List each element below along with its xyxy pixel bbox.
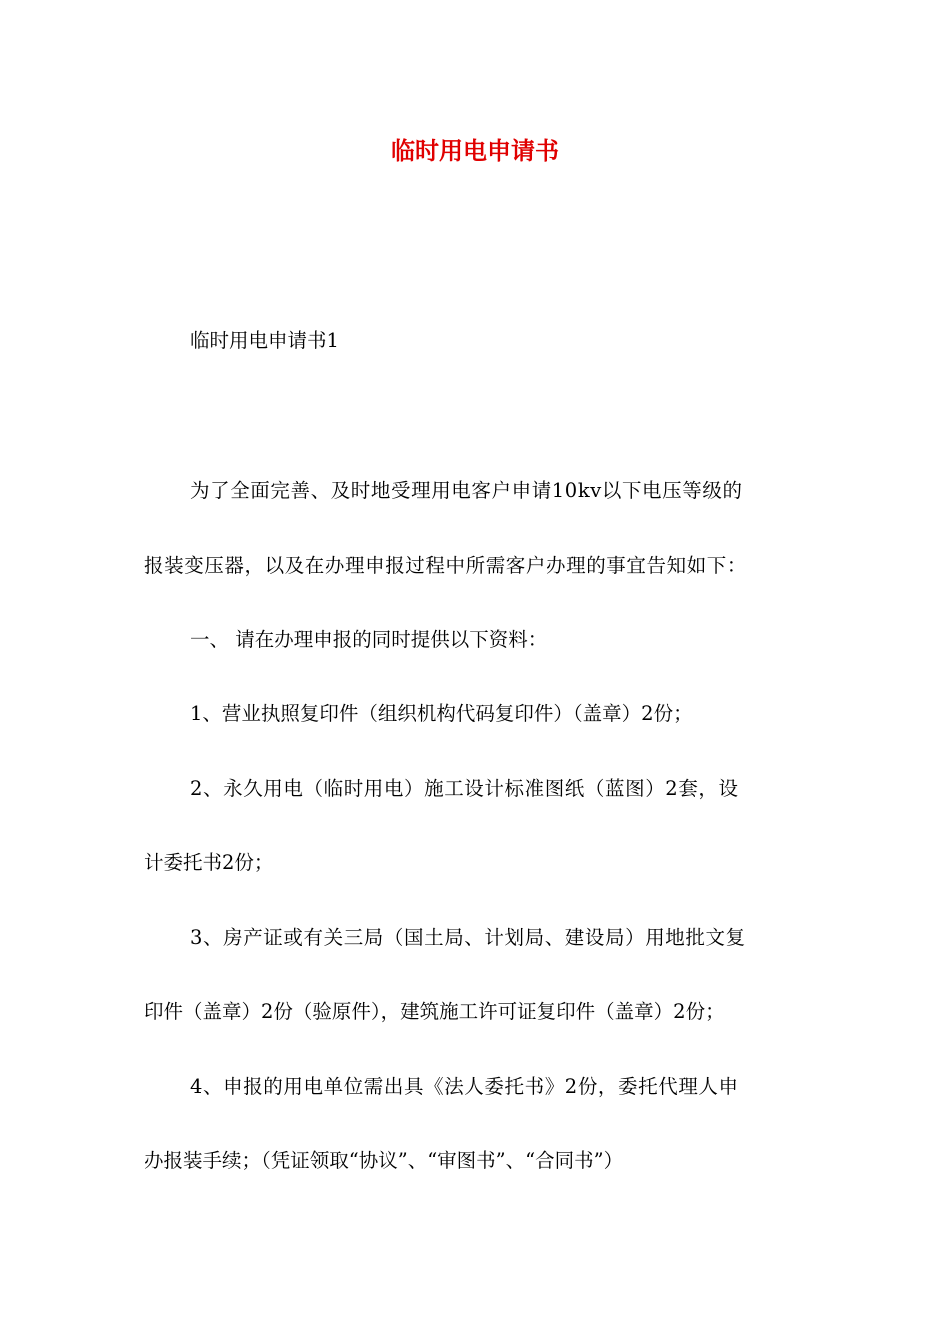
list-item-1: 1、营业执照复印件（组织机构代码复印件）（盖章）2份； <box>190 702 693 725</box>
list-item-4-line-1: 4、申报的用电单位需出具《法人委托书》2份，委托代理人申 <box>190 1075 739 1098</box>
paragraph-line-2: 报装变压器，以及在办理申报过程中所需客户办理的事宜告知如下： <box>144 554 748 577</box>
document-title: 临时用电申请书 <box>391 137 559 165</box>
section-heading: 临时用电申请书1 <box>190 329 339 352</box>
list-item-3-line-2: 印件（盖章）2份（验原件），建筑施工许可证复印件（盖章）2份； <box>144 1000 725 1023</box>
list-item-2-line-2: 计委托书2份； <box>144 851 274 874</box>
list-item-2-line-1: 2、永久用电（临时用电）施工设计标准图纸（蓝图）2套，设 <box>190 777 739 800</box>
paragraph-line-1: 为了全面完善、及时地受理用电客户申请10kv以下电压等级的 <box>190 479 743 502</box>
list-heading: 一、 请在办理申报的同时提供以下资料： <box>190 628 548 651</box>
list-item-4-line-2: 办报装手续；（凭证领取“协议”、“审图书”、“合同书”） <box>144 1149 624 1172</box>
list-item-3-line-1: 3、房产证或有关三局（国土局、计划局、建设局）用地批文复 <box>190 926 746 949</box>
